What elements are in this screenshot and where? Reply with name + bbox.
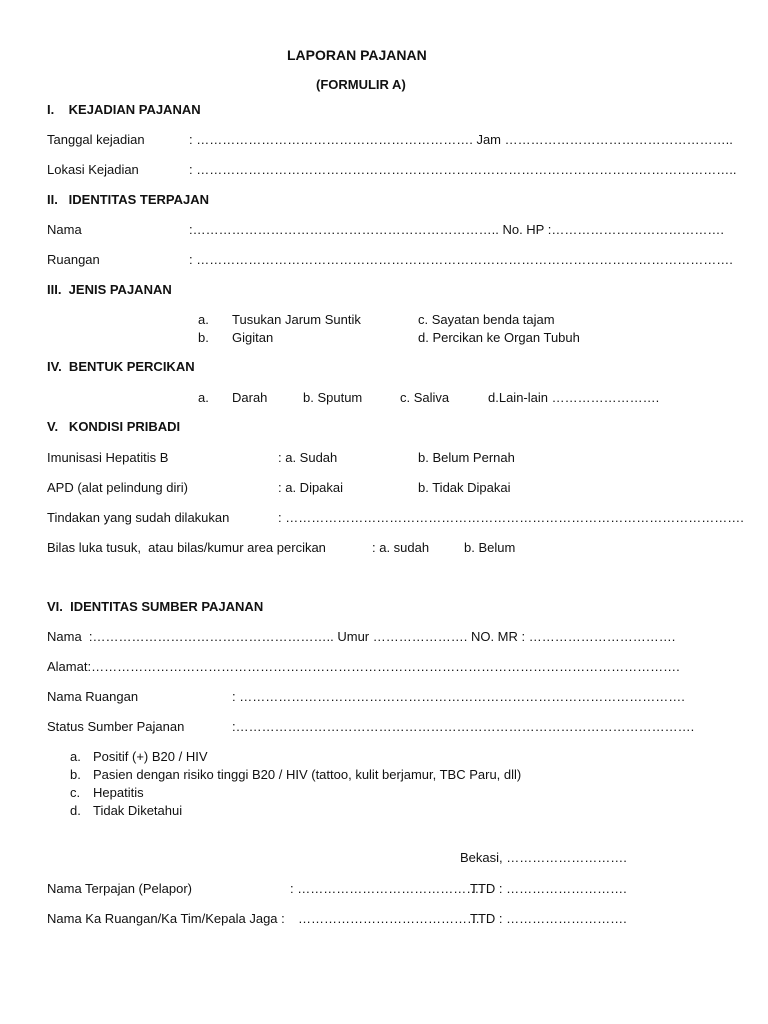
- lokasi-kejadian-field[interactable]: : ……………………………………………………………………………………………………………..: [189, 162, 737, 177]
- place-date-field[interactable]: Bekasi, ……………………….: [460, 850, 627, 865]
- list-marker: d.: [70, 803, 81, 818]
- lokasi-kejadian-label: Lokasi Kejadian: [47, 162, 139, 177]
- option-lain-lain[interactable]: d.Lain-lain …………………….: [488, 390, 660, 405]
- tanggal-kejadian-field[interactable]: : ………………………………………………………. Jam ……………………………………………..: [189, 132, 733, 147]
- form-subtitle: (FORMULIR A): [316, 77, 406, 92]
- status-sumber-field[interactable]: :…………………………………………………………………………………………….: [232, 719, 695, 734]
- karu-signature-field[interactable]: TTD : ……………………….: [470, 911, 627, 926]
- section-heading-bentuk-percikan: IV. BENTUK PERCIKAN: [47, 359, 195, 374]
- list-marker: b.: [70, 767, 81, 782]
- section-heading-sumber-pajanan: VI. IDENTITAS SUMBER PAJANAN: [47, 599, 264, 614]
- pelapor-label: Nama Terpajan (Pelapor): [47, 881, 192, 896]
- tindakan-field[interactable]: : …………………………………………………………………………………………….: [278, 510, 744, 525]
- karu-label: Nama Ka Ruangan/Ka Tim/Kepala Jaga :: [47, 911, 285, 926]
- option-gigitan[interactable]: Gigitan: [232, 330, 274, 345]
- tanggal-kejadian-label: Tanggal kejadian: [47, 132, 145, 147]
- option-bilas-belum[interactable]: b. Belum: [464, 540, 516, 555]
- status-sumber-label: Status Sumber Pajanan: [47, 719, 185, 734]
- status-item-tidak-diketahui[interactable]: Tidak Diketahui: [93, 803, 183, 818]
- option-imunisasi-sudah[interactable]: : a. Sudah: [278, 450, 338, 465]
- sumber-ruangan-label: Nama Ruangan: [47, 689, 139, 704]
- section-heading-jenis-pajanan: III. JENIS PAJANAN: [47, 282, 172, 297]
- ruangan-field[interactable]: : …………………………………………………………………………………………………………….: [189, 252, 733, 267]
- section-heading-kejadian: I. KEJADIAN PAJANAN: [47, 102, 201, 117]
- option-bilas-sudah[interactable]: : a. sudah: [372, 540, 430, 555]
- status-item-risiko-tinggi[interactable]: Pasien dengan risiko tinggi B20 / HIV (tattoo, kulit berjamur, TBC Paru, dll): [93, 767, 522, 782]
- option-darah[interactable]: Darah: [232, 390, 268, 405]
- bilas-label: Bilas luka tusuk, atau bilas/kumur area percikan: [47, 540, 326, 555]
- karu-name-field[interactable]: …………………………………….: [298, 911, 484, 926]
- pelapor-name-field[interactable]: : …………………………………….: [290, 881, 483, 896]
- status-item-hepatitis[interactable]: Hepatitis: [93, 785, 144, 800]
- option-imunisasi-belum[interactable]: b. Belum Pernah: [418, 450, 515, 465]
- nama-terpajan-field[interactable]: :…………………………………………………………….. No. HP :………………………………….: [189, 222, 724, 237]
- page-title: LAPORAN PAJANAN: [287, 47, 427, 63]
- option-apd-tidak-dipakai[interactable]: b. Tidak Dipakai: [418, 480, 511, 495]
- apd-label: APD (alat pelindung diri): [47, 480, 188, 495]
- pelapor-signature-field[interactable]: TTD : ……………………….: [470, 881, 627, 896]
- option-percikan-organ-tubuh[interactable]: d. Percikan ke Organ Tubuh: [418, 330, 580, 345]
- ruangan-label: Ruangan: [47, 252, 100, 267]
- section-heading-kondisi-pribadi: V. KONDISI PRIBADI: [47, 419, 181, 434]
- tindakan-label: Tindakan yang sudah dilakukan: [47, 510, 230, 525]
- option-saliva[interactable]: c. Saliva: [400, 390, 450, 405]
- option-marker: b.: [198, 330, 209, 345]
- option-apd-dipakai[interactable]: : a. Dipakai: [278, 480, 344, 495]
- sumber-alamat-field[interactable]: Alamat:……………………………………………………………………………………………………………………….: [47, 659, 680, 674]
- imunisasi-label: Imunisasi Hepatitis B: [47, 450, 169, 465]
- option-sayatan-benda-tajam[interactable]: c. Sayatan benda tajam: [418, 312, 555, 327]
- option-marker: a.: [198, 312, 209, 327]
- list-marker: c.: [70, 785, 81, 800]
- option-tusukan-jarum[interactable]: Tusukan Jarum Suntik: [232, 312, 361, 327]
- nama-terpajan-label: Nama: [47, 222, 82, 237]
- sumber-ruangan-field[interactable]: : ………………………………………………………………………………………….: [232, 689, 685, 704]
- sumber-nama-umur-mr-field[interactable]: Nama :……………………………………………….. Umur …………………. NO. MR : …………………………….: [47, 629, 676, 644]
- list-marker: a.: [70, 749, 81, 764]
- option-marker: a.: [198, 390, 209, 405]
- status-item-positif-hiv[interactable]: Positif (+) B20 / HIV: [93, 749, 208, 764]
- section-heading-identitas-terpajan: II. IDENTITAS TERPAJAN: [47, 192, 210, 207]
- option-sputum[interactable]: b. Sputum: [303, 390, 363, 405]
